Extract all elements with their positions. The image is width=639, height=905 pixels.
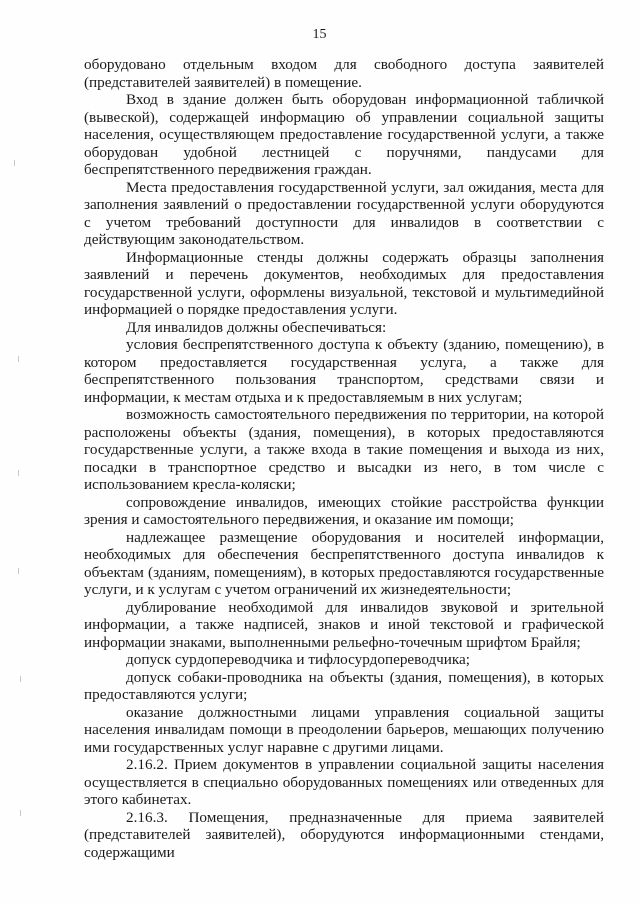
paragraph: 2.16.3. Помещения, предназначенные для приема заявителей (представителей заявителей), оборудуются информационными стендами, содержащими <box>84 808 604 861</box>
paragraph: 2.16.2. Прием документов в управлении социальной защиты населения осуществляется в специально оборудованных помещениях или отведенных для этого кабинетах. <box>84 756 604 808</box>
list-item: дублирование необходимой для инвалидов звуковой и зрительной информации, а также надписей, знаков и иной текстовой и графической информации знаками, выполненными рельефно-точечным шрифтом Брайля; <box>84 598 604 651</box>
list-item: оказание должностными лицами управления социальной защиты населения инвалидам помощи в преодолении барьеров, мешающих получению ими государственных услуг наравне с другими лицами. <box>84 703 604 756</box>
scan-margin-mark <box>20 676 21 682</box>
list-item: надлежащее размещение оборудования и носителей информации, необходимых для обеспечения беспрепятственного доступа инвалидов к объектам (зданиям, помещениям), в которых предоставляются государственные услуги, и к услугам с учетом ограничений их жизнедеятельности; <box>84 528 604 598</box>
list-item: возможность самостоятельного передвижения по территории, на которой расположены объекты (здания, помещения), в которых предоставляются государственные услуги, а также входа в такие помещения и выхода из них, посадки в транспортное средство и высадки из него, в том числе с использованием кресла-коляски; <box>84 406 604 493</box>
paragraph: оборудовано отдельным входом для свободного доступа заявителей (представителей заявителей) в помещение. <box>84 56 604 91</box>
list-item: допуск собаки-проводника на объекты (здания, помещения), в которых предоставляются услуги; <box>84 668 604 703</box>
list-item: сопровождение инвалидов, имеющих стойкие расстройства функции зрения и самостоятельного передвижения, и оказание им помощи; <box>84 493 604 528</box>
list-item: условия беспрепятственного доступа к объекту (зданию, помещению), в котором предоставляется государственная услуга, а также для беспрепятственного пользования транспортом, средствами связи и информации, к местам отдыха и к предоставляемым в них услугам; <box>84 336 604 406</box>
paragraph: Информационные стенды должны содержать образцы заполнения заявлений и перечень документов, необходимых для предоставления государственной услуги, оформлены визуальной, текстовой и мультимедийной информацией о порядке предоставления услуги. <box>84 248 604 318</box>
document-body <box>84 56 604 861</box>
page-number: 15 <box>312 27 327 42</box>
scan-margin-mark <box>18 568 19 574</box>
paragraph: Вход в здание должен быть оборудован информационной табличкой (вывеской), содержащей информацию об управлении социальной защиты населения, осуществляющем предоставление государственной услуги, а также оборудован удобной лестницей с поручнями, пандусами для беспрепятственного передвижения граждан. <box>84 91 604 178</box>
scan-margin-mark <box>18 356 19 362</box>
scan-margin-mark <box>14 160 15 166</box>
list-item: допуск сурдопереводчика и тифлосурдопереводчика; <box>126 651 470 668</box>
scan-margin-mark <box>20 810 21 816</box>
paragraph: Для инвалидов должны обеспечиваться: <box>126 318 387 336</box>
scan-margin-mark <box>18 470 19 476</box>
paragraph: Места предоставления государственной услуги, зал ожидания, места для заполнения заявлений о предоставлении государственной услуги оборудуются с учетом требований доступности для инвалидов в соответствии с действующим законодательством. <box>84 178 604 248</box>
